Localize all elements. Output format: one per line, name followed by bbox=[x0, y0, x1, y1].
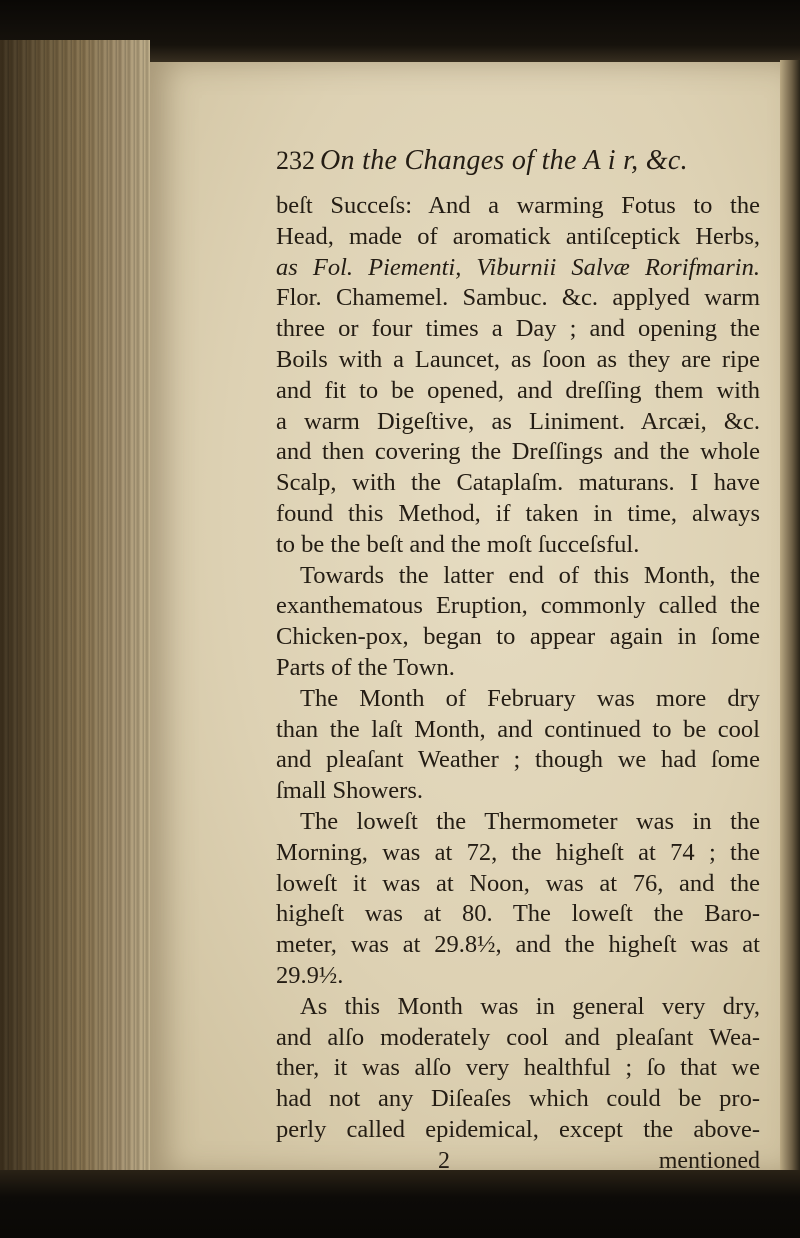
text-line: perly called epidemical, except the above- bbox=[276, 1115, 760, 1143]
text-line: meter, was at 29.8½, and the higheſt was at bbox=[276, 931, 760, 959]
catchword: mentioned bbox=[658, 1147, 760, 1174]
text-line: Chicken-pox, began to appear again in ſome bbox=[276, 623, 760, 651]
text-line: ther, it was alſo very healthful ; ſo that we bbox=[276, 1054, 760, 1082]
text-line: Head, made of aromatick antiſceptick Herbs, bbox=[276, 222, 760, 250]
running-title: On the Changes of the A i r, &c. bbox=[320, 145, 688, 176]
text-line: Boils with a Launcet, as ſoon as they are ripe bbox=[276, 345, 760, 373]
text-line: and alſo moderately cool and pleaſant Wea- bbox=[276, 1023, 760, 1051]
text-line: loweſt it was at Noon, was at 76, and the bbox=[276, 869, 760, 897]
text-line: 29.9½. bbox=[276, 961, 344, 989]
text-line: Towards the latter end of this Month, the bbox=[300, 561, 760, 589]
text-line: As this Month was in general very dry, bbox=[300, 992, 760, 1020]
text-line: as Fol. Piementi, Viburnii Salvæ Rorifmarin. bbox=[276, 253, 760, 281]
text-line: exanthematous Eruption, commonly called the bbox=[276, 592, 760, 620]
text-line: Flor. Chamemel. Sambuc. &c. applyed warm bbox=[276, 284, 760, 312]
text-line: ſmall Showers. bbox=[276, 777, 423, 805]
text-line: than the laſt Month, and continued to be cool bbox=[276, 715, 760, 743]
text-line: Parts of the Town. bbox=[276, 653, 455, 681]
text-line: found this Method, if taken in time, always bbox=[276, 499, 760, 527]
text-line: and fit to be opened, and dreſſing them with bbox=[276, 376, 760, 404]
signature-mark: 2 bbox=[438, 1147, 450, 1174]
bottom-margin-shadow bbox=[0, 1170, 800, 1238]
text-line: The Month of February was more dry bbox=[300, 684, 760, 712]
text-line: had not any Diſeaſes which could be pro- bbox=[276, 1085, 760, 1113]
text-line: and then covering the Dreſſings and the whole bbox=[276, 438, 760, 466]
page-text bbox=[276, 145, 760, 1176]
page-header bbox=[276, 145, 760, 191]
text-line: and pleaſant Weather ; though we had ſome bbox=[276, 746, 760, 774]
text-line: three or four times a Day ; and opening the bbox=[276, 315, 760, 343]
text-line: The loweſt the Thermometer was in the bbox=[300, 807, 760, 835]
page-edge bbox=[780, 60, 800, 1180]
text-line: beſt Succeſs: And a warming Fotus to the bbox=[276, 192, 760, 219]
book-binding-gutter bbox=[0, 40, 150, 1180]
text-line: higheſt was at 80. The loweſt the Baro- bbox=[276, 900, 760, 928]
page-footer bbox=[276, 1146, 760, 1176]
text-line: Scalp, with the Cataplaſm. maturans. I have bbox=[276, 469, 760, 497]
text-line: to be the beſt and the moſt ſucceſsful. bbox=[276, 530, 640, 558]
text-line: Morning, was at 72, the higheſt at 74 ; the bbox=[276, 838, 760, 866]
text-line: a warm Digeſtive, as Liniment. Arcæi, &c. bbox=[276, 407, 760, 435]
page-number: 232 bbox=[276, 146, 315, 175]
